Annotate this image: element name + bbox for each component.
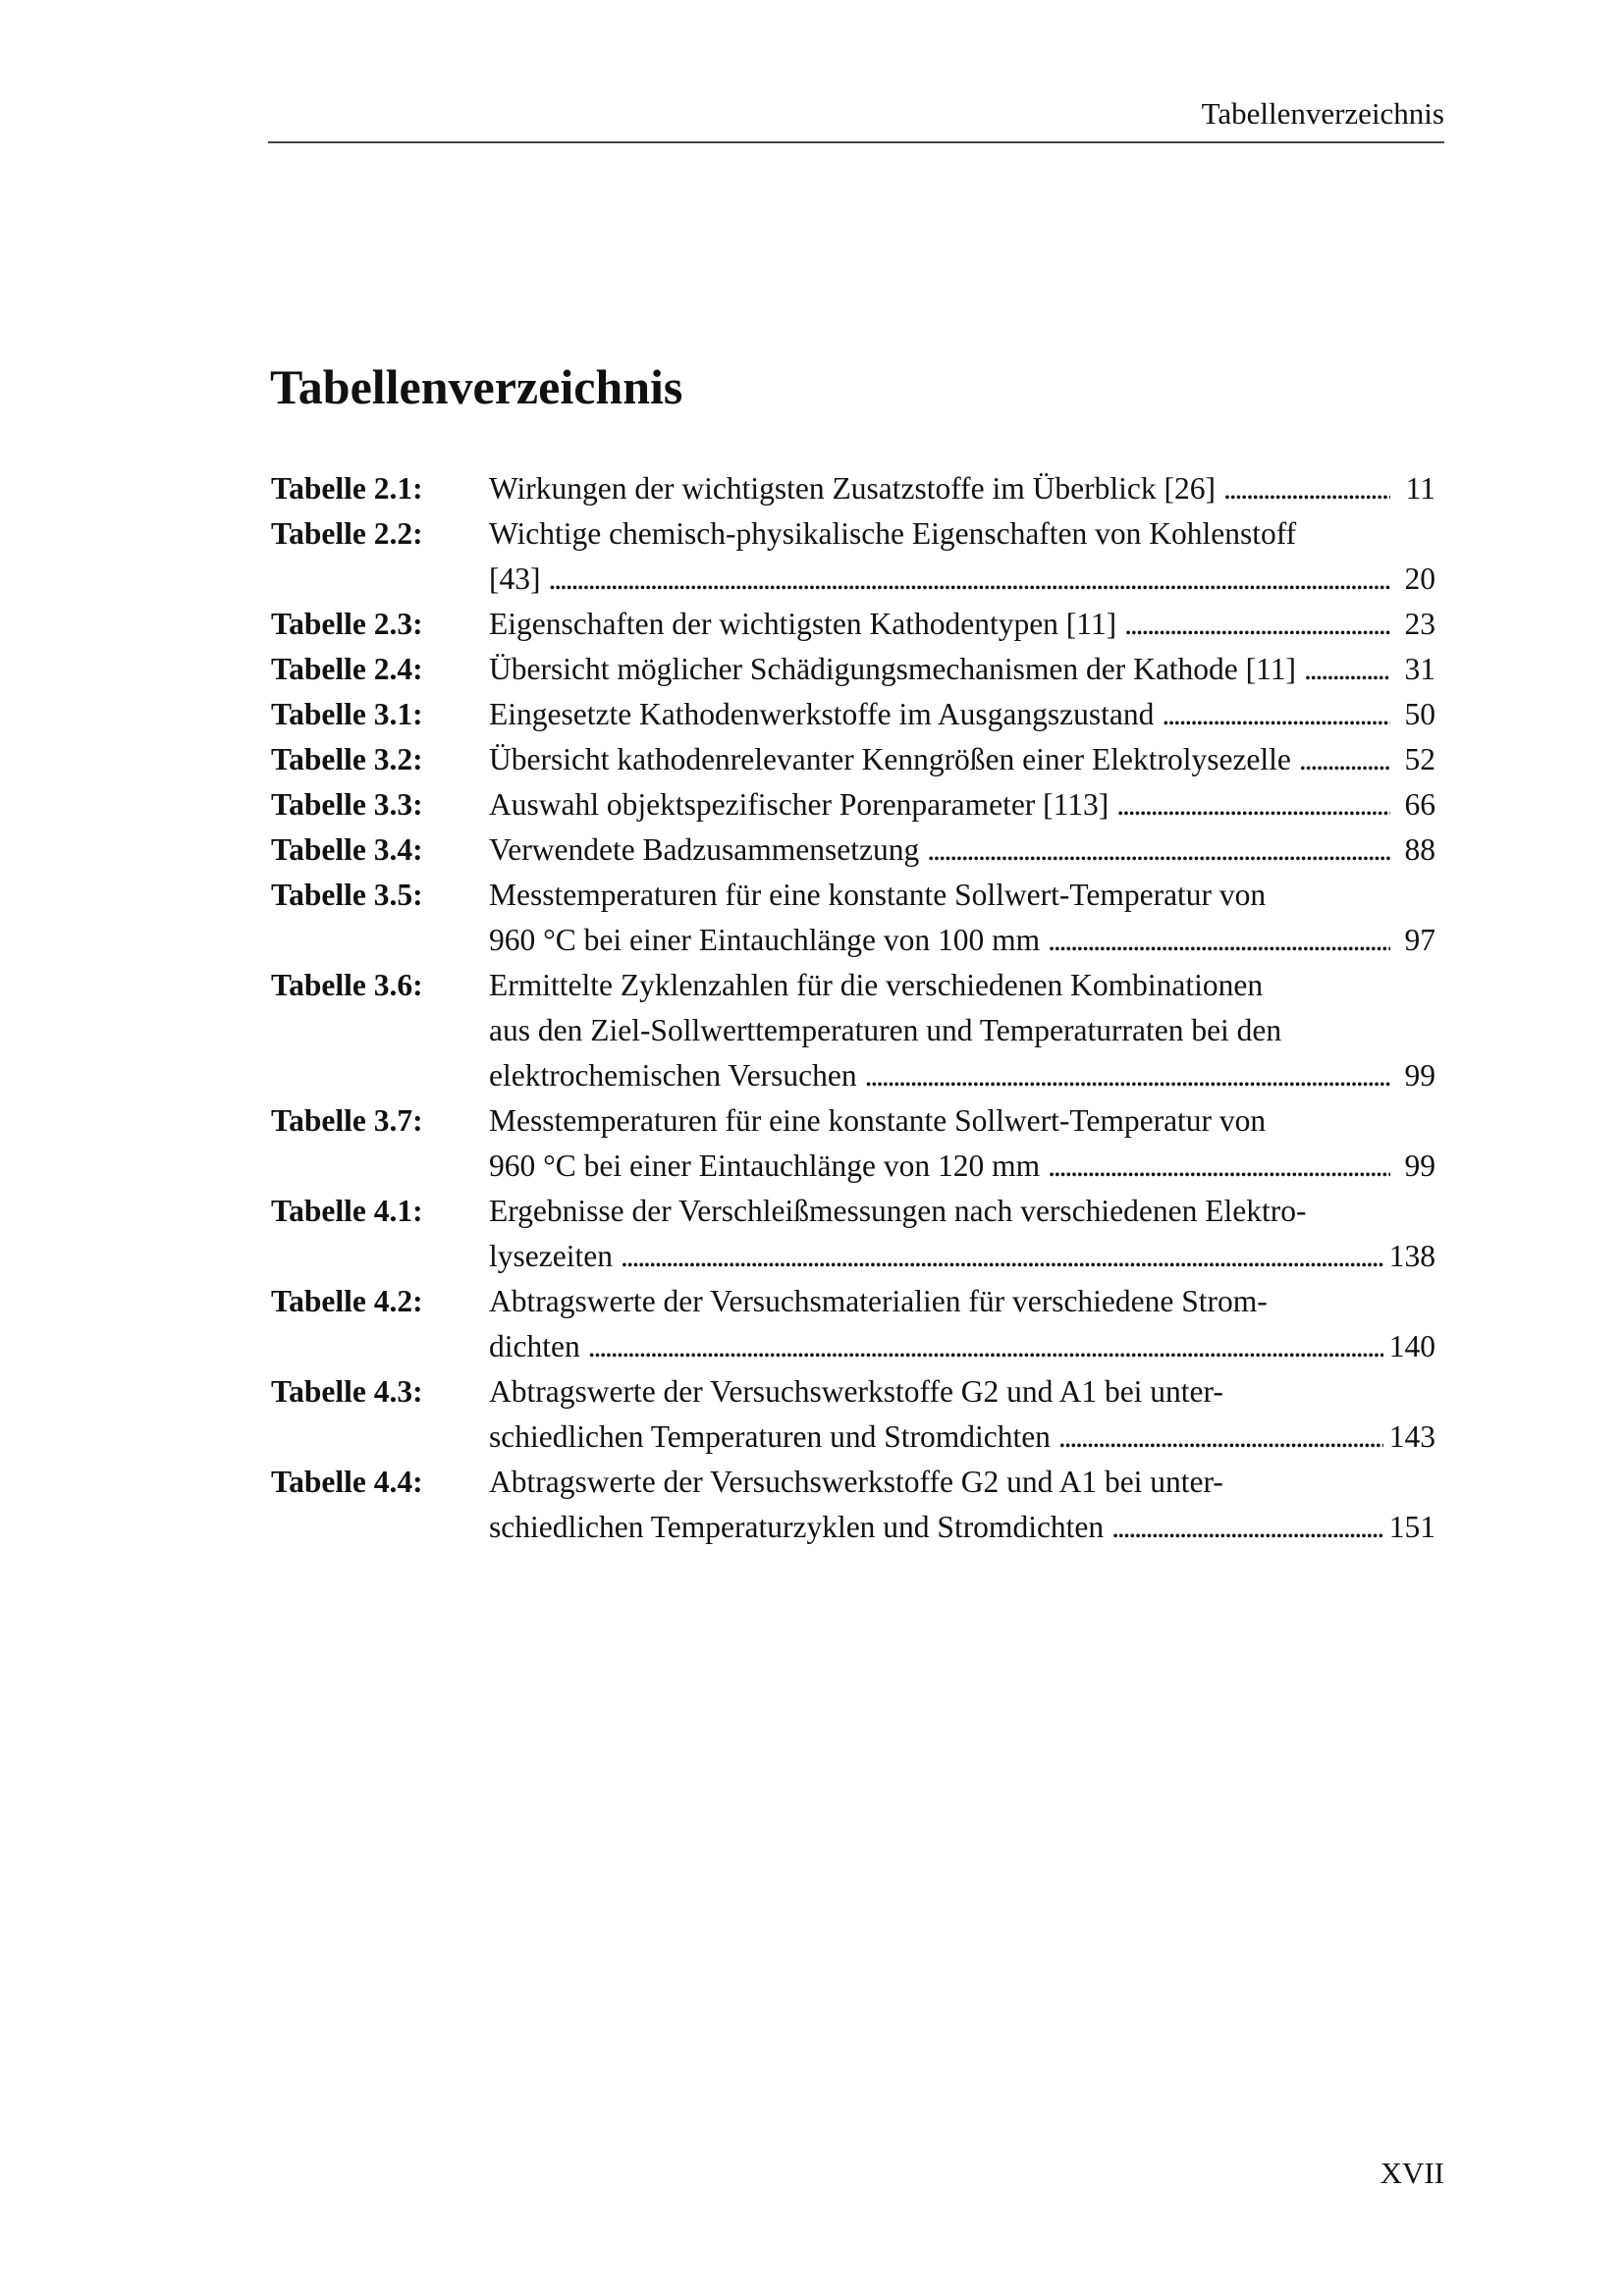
entry-label: Tabelle 3.5: bbox=[271, 878, 423, 912]
page-number: XVII bbox=[1380, 2156, 1444, 2190]
entry-label: Tabelle 2.3: bbox=[271, 607, 423, 641]
entry-caption-line: Wirkungen der wichtigsten Zusatzstoffe im Überblick [26] bbox=[489, 471, 1216, 506]
entry-page-number: 140 bbox=[1388, 1329, 1435, 1363]
running-header bbox=[268, 90, 1444, 143]
entry-caption bbox=[489, 1279, 1435, 1369]
entry-caption-line: Wichtige chemisch-physikalische Eigenschaften von Kohlenstoff bbox=[489, 516, 1297, 551]
toc-entry[interactable] bbox=[271, 1098, 1435, 1189]
dot-leader bbox=[1124, 602, 1390, 647]
entry-page-number: 88 bbox=[1404, 832, 1435, 867]
entry-caption-last-line bbox=[489, 737, 1435, 782]
entry-caption-last-line bbox=[489, 602, 1435, 647]
dot-leader bbox=[621, 1234, 1383, 1279]
entry-caption bbox=[489, 1098, 1435, 1189]
toc-entry[interactable] bbox=[271, 1189, 1435, 1279]
entry-caption bbox=[489, 602, 1435, 647]
entry-page-number: 99 bbox=[1404, 1148, 1435, 1183]
dot-leader bbox=[1304, 647, 1390, 692]
dot-leader bbox=[588, 1324, 1383, 1369]
entry-caption-line: Übersicht möglicher Schädigungsmechanismen der Kathode [11] bbox=[489, 652, 1296, 686]
dot-leader bbox=[1111, 1505, 1383, 1550]
entry-caption bbox=[489, 647, 1435, 692]
toc-entry[interactable] bbox=[271, 511, 1435, 602]
entry-page-number: 50 bbox=[1404, 697, 1435, 731]
toc-entry[interactable] bbox=[271, 873, 1435, 963]
toc-entry[interactable] bbox=[271, 737, 1435, 782]
entry-caption-last-line bbox=[489, 466, 1435, 511]
entry-caption-line: Ermittelte Zyklenzahlen für die verschiedenen Kombinationen bbox=[489, 968, 1264, 1002]
entry-caption-last-line bbox=[489, 1234, 1435, 1279]
entry-caption-line: aus den Ziel-Sollwerttemperaturen und Temperaturraten bei den bbox=[489, 1013, 1282, 1047]
entry-caption bbox=[489, 828, 1435, 873]
toc-entry[interactable] bbox=[271, 1369, 1435, 1460]
entry-label: Tabelle 4.4: bbox=[271, 1465, 423, 1499]
entry-caption bbox=[489, 1189, 1435, 1279]
entry-caption-last-line bbox=[489, 828, 1435, 873]
entry-label: Tabelle 3.6: bbox=[271, 968, 423, 1002]
entry-caption-line: Abtragswerte der Versuchswerkstoffe G2 und A1 bei unter- bbox=[489, 1465, 1223, 1499]
running-header-title: Tabellenverzeichnis bbox=[1201, 96, 1444, 131]
entry-label: Tabelle 4.3: bbox=[271, 1374, 423, 1409]
toc-entry[interactable] bbox=[271, 1279, 1435, 1369]
entry-label: Tabelle 3.2: bbox=[271, 742, 423, 776]
toc-entry[interactable] bbox=[271, 1460, 1435, 1550]
entry-caption bbox=[489, 873, 1435, 963]
entry-page-number: 143 bbox=[1388, 1419, 1435, 1454]
entry-label: Tabelle 4.2: bbox=[271, 1284, 423, 1318]
page-title: Tabellenverzeichnis bbox=[270, 359, 683, 414]
table-list bbox=[271, 466, 1435, 1550]
dot-leader bbox=[548, 557, 1390, 602]
entry-caption-line: Messtemperaturen für eine konstante Sollwert-Temperatur von bbox=[489, 878, 1267, 912]
entry-page-number: 20 bbox=[1404, 561, 1435, 596]
entry-caption bbox=[489, 782, 1435, 828]
dot-leader bbox=[1223, 466, 1390, 511]
entry-caption bbox=[489, 737, 1435, 782]
entry-caption-last-line bbox=[489, 1144, 1435, 1189]
entry-caption-line: schiedlichen Temperaturzyklen und Stromdichten bbox=[489, 1510, 1105, 1544]
entry-caption-line: Messtemperaturen für eine konstante Sollwert-Temperatur von bbox=[489, 1103, 1267, 1138]
entry-caption bbox=[489, 692, 1435, 737]
entry-caption-last-line bbox=[489, 1053, 1435, 1098]
toc-entry[interactable] bbox=[271, 963, 1435, 1098]
dot-leader bbox=[1048, 1144, 1390, 1189]
entry-label: Tabelle 3.4: bbox=[271, 832, 423, 867]
entry-label: Tabelle 3.1: bbox=[271, 697, 423, 731]
entry-caption-line: elektrochemischen Versuchen bbox=[489, 1058, 857, 1093]
dot-leader bbox=[1162, 692, 1390, 737]
entry-caption bbox=[489, 1369, 1435, 1460]
entry-caption bbox=[489, 466, 1435, 511]
toc-entry[interactable] bbox=[271, 782, 1435, 828]
entry-caption-line: Eigenschaften der wichtigsten Kathodentypen [11] bbox=[489, 607, 1117, 641]
entry-label: Tabelle 3.7: bbox=[271, 1103, 423, 1138]
entry-caption bbox=[489, 963, 1435, 1098]
toc-entry[interactable] bbox=[271, 647, 1435, 692]
entry-caption-last-line bbox=[489, 782, 1435, 828]
dot-leader bbox=[1299, 737, 1390, 782]
entry-page-number: 151 bbox=[1388, 1510, 1435, 1544]
entry-page-number: 11 bbox=[1405, 471, 1435, 506]
dot-leader bbox=[865, 1053, 1390, 1098]
entry-caption-line: Auswahl objektspezifischer Porenparameter [113] bbox=[489, 787, 1110, 822]
entry-label: Tabelle 3.3: bbox=[271, 787, 423, 822]
entry-page-number: 97 bbox=[1404, 923, 1435, 957]
dot-leader bbox=[1116, 782, 1390, 828]
entry-caption-line: Abtragswerte der Versuchsmaterialien für verschiedene Strom- bbox=[489, 1284, 1268, 1318]
entry-caption-last-line bbox=[489, 647, 1435, 692]
dot-leader bbox=[1058, 1415, 1383, 1460]
entry-label: Tabelle 2.1: bbox=[271, 471, 423, 506]
entry-caption-line: dichten bbox=[489, 1329, 580, 1363]
entry-caption-last-line bbox=[489, 1505, 1435, 1550]
entry-caption-line: Übersicht kathodenrelevanter Kenngrößen einer Elektrolysezelle bbox=[489, 742, 1291, 776]
entry-caption-line: [43] bbox=[489, 561, 541, 596]
entry-label: Tabelle 2.4: bbox=[271, 652, 423, 686]
entry-caption-last-line bbox=[489, 692, 1435, 737]
entry-caption-line: Ergebnisse der Verschleißmessungen nach verschiedenen Elektro- bbox=[489, 1194, 1307, 1228]
entry-caption-line: schiedlichen Temperaturen und Stromdichten bbox=[489, 1419, 1051, 1454]
entry-caption-last-line bbox=[489, 1415, 1435, 1460]
entry-caption-line: Abtragswerte der Versuchswerkstoffe G2 und A1 bei unter- bbox=[489, 1374, 1223, 1409]
dot-leader bbox=[927, 828, 1390, 873]
entry-caption-line: 960 °C bei einer Eintauchlänge von 100 mm bbox=[489, 923, 1041, 957]
entry-caption-line: 960 °C bei einer Eintauchlänge von 120 mm bbox=[489, 1148, 1041, 1183]
toc-entry[interactable] bbox=[271, 466, 1435, 511]
entry-page-number: 66 bbox=[1404, 787, 1435, 822]
entry-caption-last-line bbox=[489, 557, 1435, 602]
dot-leader bbox=[1048, 918, 1390, 963]
entry-label: Tabelle 4.1: bbox=[271, 1194, 423, 1228]
toc-entry[interactable] bbox=[271, 602, 1435, 647]
toc-entry[interactable] bbox=[271, 828, 1435, 873]
toc-entry[interactable] bbox=[271, 692, 1435, 737]
entry-label: Tabelle 2.2: bbox=[271, 516, 423, 551]
entry-caption-line: Verwendete Badzusammensetzung bbox=[489, 832, 920, 867]
entry-caption-last-line bbox=[489, 1324, 1435, 1369]
entry-caption-line: Eingesetzte Kathodenwerkstoffe im Ausgangszustand bbox=[489, 697, 1155, 731]
entry-page-number: 138 bbox=[1388, 1239, 1435, 1273]
entry-caption-line: lysezeiten bbox=[489, 1239, 613, 1273]
entry-page-number: 52 bbox=[1404, 742, 1435, 776]
entry-page-number: 31 bbox=[1404, 652, 1435, 686]
entry-caption bbox=[489, 1460, 1435, 1550]
entry-page-number: 23 bbox=[1404, 607, 1435, 641]
entry-caption-last-line bbox=[489, 918, 1435, 963]
entry-page-number: 99 bbox=[1404, 1058, 1435, 1093]
entry-caption bbox=[489, 511, 1435, 602]
